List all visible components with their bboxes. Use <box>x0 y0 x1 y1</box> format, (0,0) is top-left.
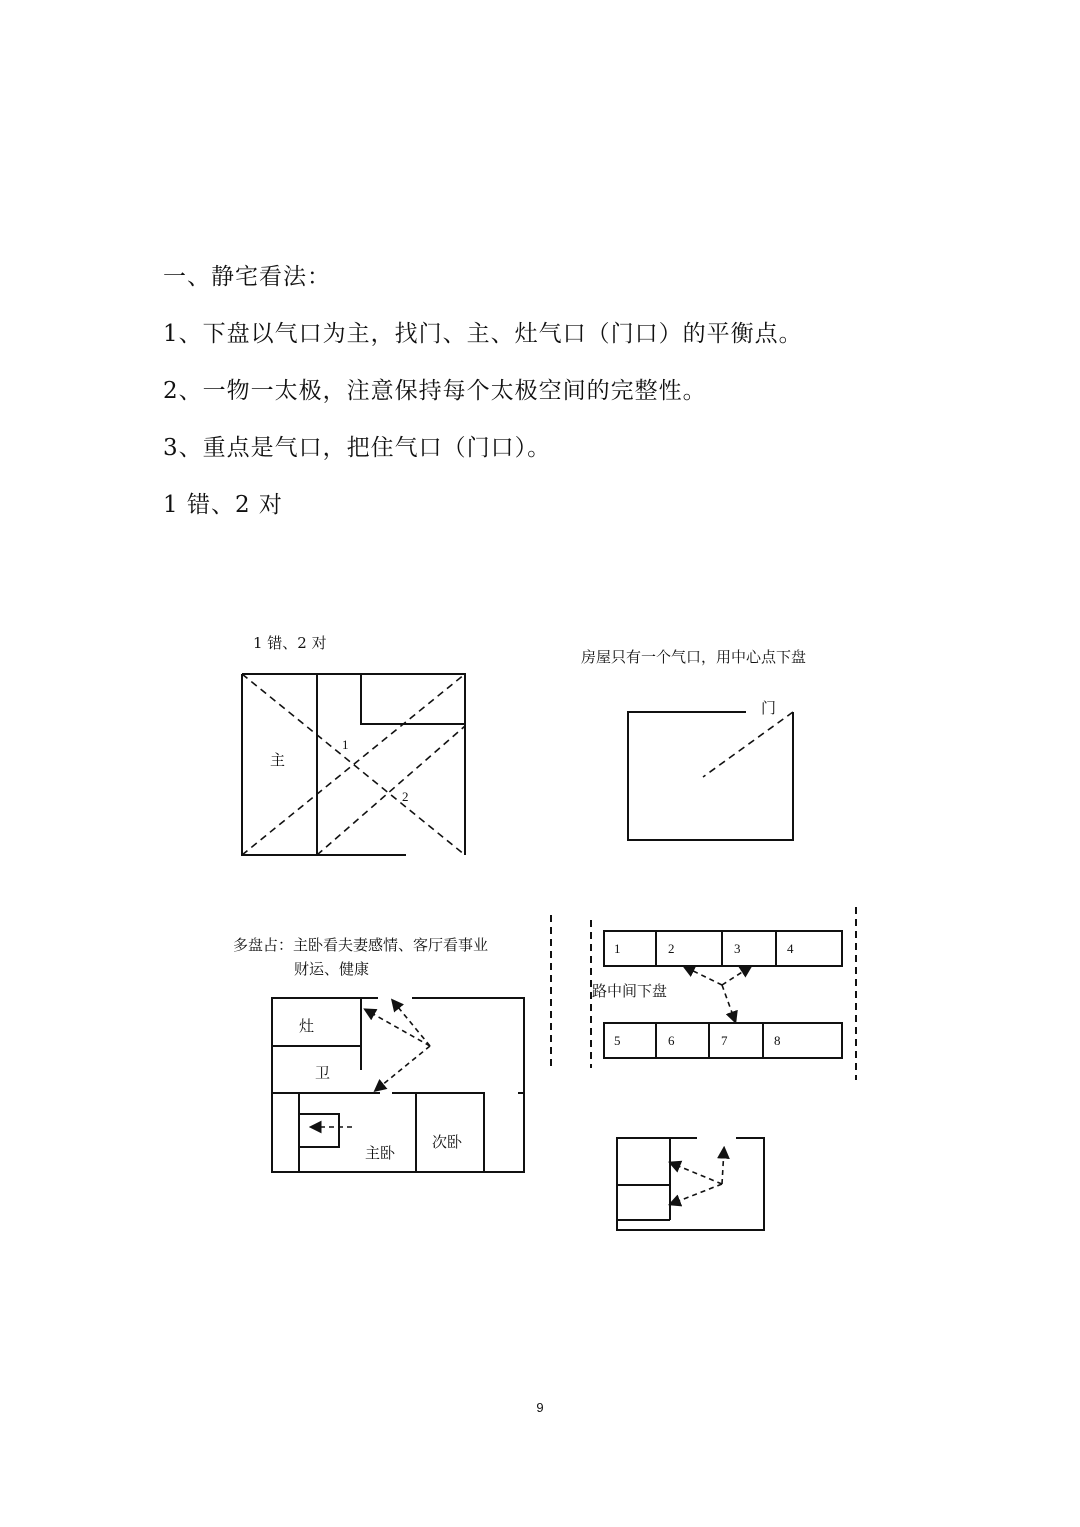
figure3-plan <box>272 998 524 1172</box>
figure2-caption: 房屋只有一个气口，用中心点下盘 <box>581 648 807 666</box>
figure4-cell-2: 2 <box>668 941 675 956</box>
figure2-door-label: 门 <box>761 699 777 717</box>
figure4-rows <box>604 931 842 1058</box>
figure3-caption-line1: 多盘占：主卧看夫妻感情、客厅看事业 <box>233 936 489 954</box>
figure4-cell-6: 6 <box>668 1033 675 1048</box>
figure1-mark-1: 1 <box>342 737 349 752</box>
figure4-cell-7: 7 <box>721 1033 728 1048</box>
figure1-plan <box>242 674 465 855</box>
figure4-arrows <box>685 967 750 1021</box>
section-title: 一、静宅看法： <box>163 264 331 290</box>
figure3-room-bath: 卫 <box>315 1064 331 1082</box>
point-2: 2、一物一太极，注意保持每个太极空间的完整性。 <box>163 378 707 404</box>
figure5-plan <box>617 1138 764 1230</box>
figure4-cell-5: 5 <box>614 1033 621 1048</box>
summary-line: 1 错、2 对 <box>163 492 283 518</box>
point-3: 3、重点是气口，把住气口（门口）。 <box>163 435 552 461</box>
page-number: 9 <box>536 1400 544 1415</box>
figure1-room-label: 主 <box>270 751 286 769</box>
figure4-road-edges <box>591 907 856 1080</box>
figure4-cell-4: 4 <box>787 941 794 956</box>
figure4-cell-3: 3 <box>734 941 741 956</box>
figure3-arrows <box>312 1001 430 1127</box>
figure4-cell-8: 8 <box>774 1033 781 1048</box>
figure3-room-stove: 灶 <box>299 1017 315 1035</box>
figure4-cell-1: 1 <box>614 941 621 956</box>
figure1-mark-2: 2 <box>402 789 409 804</box>
figure3-caption-line2: 财运、健康 <box>294 960 370 978</box>
figure3-room-second: 次卧 <box>432 1133 463 1151</box>
figure1-caption: 1 错、2 对 <box>253 634 327 652</box>
point-1: 1、下盘以气口为主，找门、主、灶气口（门口）的平衡点。 <box>163 321 803 347</box>
figure2-plan <box>628 712 793 840</box>
figure3-room-master: 主卧 <box>365 1144 396 1162</box>
figure4-road-label: 路中间下盘 <box>592 982 668 1000</box>
figure5-arrows <box>671 1149 724 1204</box>
